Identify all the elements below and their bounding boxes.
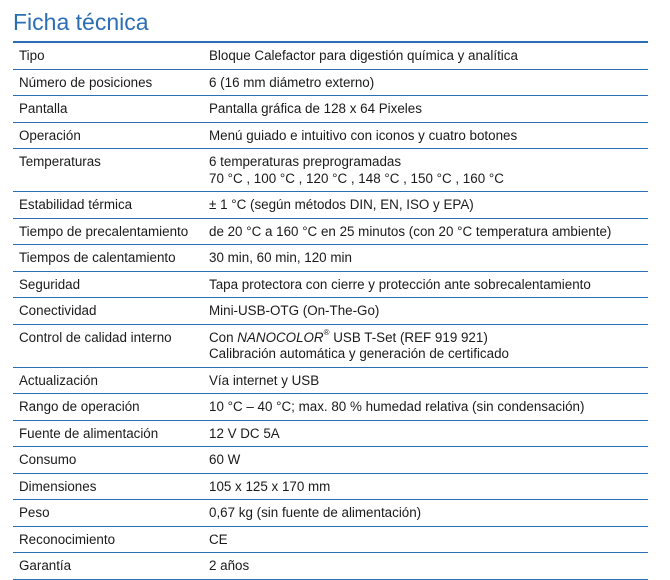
row-label: Operación [19, 127, 81, 143]
table-row [13, 149, 648, 192]
row-value: 105 x 125 x 170 mm [209, 478, 331, 494]
row-label: Dimensiones [19, 478, 97, 494]
row-value-line: 6 temperaturas preprogramadas [209, 154, 402, 169]
row-label: Tiempos de calentamiento [19, 250, 176, 265]
row-value: Bloque Calefactor para digestión química y analítica [209, 48, 518, 63]
row-label: Peso [19, 505, 50, 520]
row-value: 2 años [209, 558, 250, 573]
row-value: 30 min, 60 min, 120 min [209, 250, 352, 265]
row-label: Seguridad [19, 276, 81, 292]
row-label: Número de posiciones [19, 74, 153, 90]
table-row [13, 420, 648, 447]
row-value: de 20 °C a 160 °C en 25 minutos (con 20 °C temperatura ambiente) [209, 223, 612, 239]
table-row [13, 298, 648, 325]
row-value: Vía internet y USB [209, 372, 320, 388]
row-label: Garantía [19, 558, 72, 573]
value-suffix: USB T-Set (REF 919 921) [329, 329, 488, 345]
brand-name: NANOCOLOR [237, 329, 324, 345]
table-row [13, 192, 648, 219]
row-label: Reconocimiento [19, 531, 116, 547]
table-row [13, 447, 648, 474]
table-row [13, 42, 648, 69]
table-row [13, 473, 648, 500]
row-value: Pantalla gráfica de 128 x 64 Pixeles [209, 101, 422, 116]
row-value: ± 1 °C (según métodos DIN, EN, ISO y EPA) [209, 197, 474, 212]
table-row [13, 271, 648, 298]
page-title: Ficha técnica [13, 9, 149, 35]
row-value: 6 (16 mm diámetro externo) [209, 74, 375, 90]
row-value: Menú guiado e intuitivo con iconos y cuatro botones [209, 127, 518, 143]
row-label: Pantalla [19, 101, 68, 116]
row-value: Mini-USB-OTG (On-The-Go) [209, 303, 380, 318]
row-value-line: 70 °C , 100 °C , 120 °C , 148 °C , 150 °C , 160 °C [209, 170, 504, 186]
row-value-line: Calibración automática y generación de certificado [209, 346, 509, 361]
row-value: 60 W [209, 452, 241, 467]
table-row [13, 394, 648, 421]
row-value: CE [209, 531, 228, 547]
row-label: Conectividad [19, 303, 97, 318]
table-row [13, 367, 648, 394]
table-row [13, 553, 648, 580]
table-row [13, 96, 648, 123]
row-label: Estabilidad térmica [19, 197, 133, 212]
table-row [13, 500, 648, 527]
table-row [13, 69, 648, 96]
row-label: Control de calidad interno [19, 329, 172, 345]
row-label: Actualización [19, 372, 98, 388]
table-row [13, 324, 648, 367]
row-value [209, 149, 648, 192]
row-label: Fuente de alimentación [19, 425, 159, 441]
row-value: Tapa protectora con cierre y protección ante sobrecalentamiento [209, 276, 591, 292]
row-label: Tiempo de precalentamiento [19, 223, 189, 239]
registered-mark: ® [323, 328, 330, 338]
table-row [13, 245, 648, 272]
row-value-line [209, 330, 648, 347]
row-label: Temperaturas [19, 154, 101, 169]
row-value: 12 V DC 5A [209, 425, 280, 441]
row-value [209, 324, 648, 367]
row-label: Rango de operación [19, 399, 140, 414]
spec-table [13, 41, 648, 580]
row-value: 0,67 kg (sin fuente de alimentación) [209, 505, 422, 520]
row-label: Consumo [19, 452, 77, 467]
row-value: 10 °C – 40 °C; max. 80 % humedad relativa (sin condensación) [209, 399, 585, 414]
table-row [13, 526, 648, 553]
table-row [13, 218, 648, 245]
value-prefix: Con [209, 329, 238, 345]
row-label: Tipo [19, 48, 45, 63]
table-row [13, 122, 648, 149]
